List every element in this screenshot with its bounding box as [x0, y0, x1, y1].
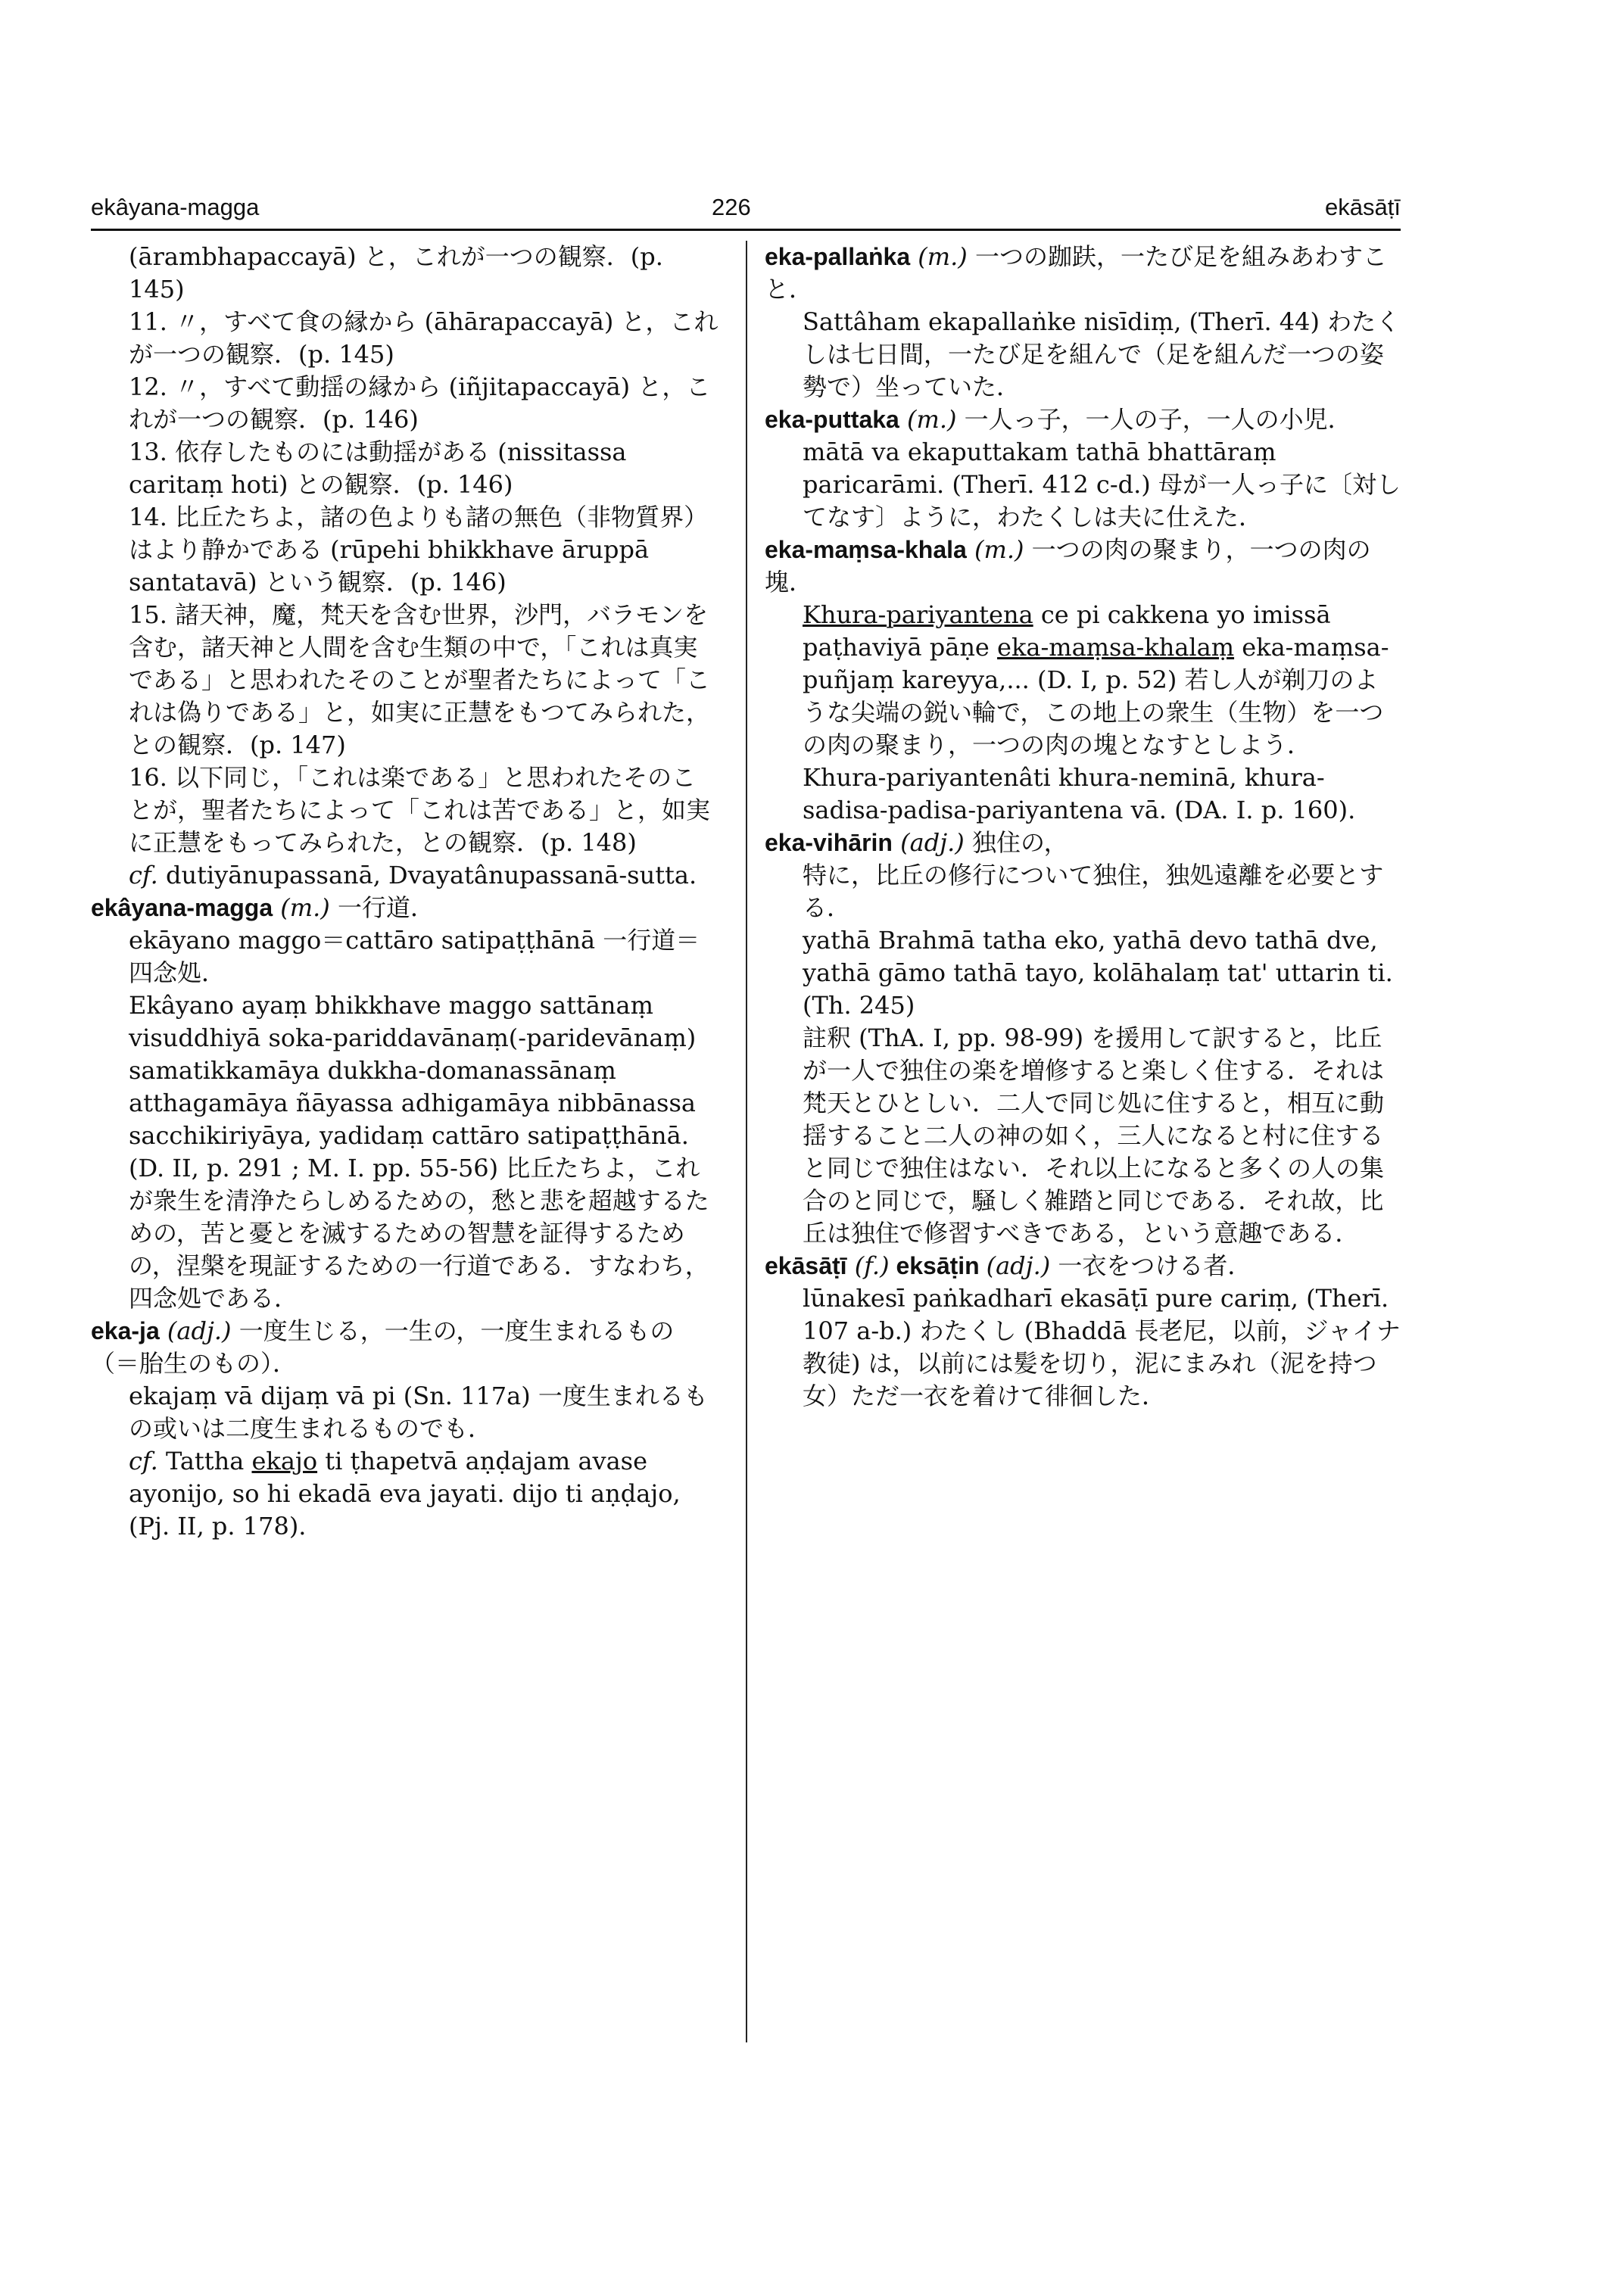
grammar-label: (adj.): [167, 1316, 232, 1345]
entry-text: ekajaṃ vā dijaṃ vā pi (Sn. 117a) 一度生まれるもの或いは二度生まれるものでも．: [129, 1382, 708, 1443]
headword-entry: [765, 827, 1401, 859]
headword-entry: [91, 1315, 719, 1380]
grammar-label: (m.): [918, 242, 968, 271]
headword: eka-puttaka: [765, 406, 899, 433]
running-header: [91, 189, 1401, 227]
headword-entry: [765, 1250, 1401, 1282]
grammar-label: (adj.): [900, 828, 965, 857]
header-left-guide-word: ekâyana-magga: [91, 194, 260, 220]
entry-text: yathā Brahmā tatha eko, yathā devo tathā dve,: [803, 926, 1378, 955]
underlined-term: Khura-pariyantena: [803, 600, 1033, 629]
definition: 一つの跏趺，一たび足を組みあわすこと．: [765, 242, 1387, 304]
entry-text: 15. 諸天神，魔，梵天を含む世界，沙門，バラモンを含む，諸天神と人間を含む生類の中で，「これは真実である」と思われたそのことが聖者たちによって「これは偽りである」と，如実に正慧をもつてみられた，との観察．(p. 147): [129, 600, 711, 759]
entry-text: 16. 以下同じ，「これは楽である」と思われたそのことが，聖者たちによって「これは苦である」と，如実に正慧をもってみられた，との観察．(p. 148): [129, 763, 711, 857]
headword-entry: [91, 892, 719, 924]
headword-entry: [765, 241, 1401, 306]
underlined-term: eka-maṃsa-khalaṃ: [997, 633, 1235, 662]
headword: eka-vihārin: [765, 829, 893, 856]
entry-text-part: eka-maṃsa-puñjaṃ kareyya,... (D. I, p. 52) 若し人が剃刀のような尖端の鋭い輪で，この地上の衆生（生物）を一つの肉の聚まり，一つの肉の塊となすとしよう．: [803, 633, 1389, 759]
entry-text: lūnakesī paṅkadharī ekasāṭī pure cariṃ, (Therī. 107 a-b.) わたくし (Bhaddā 長老尼，以前，ジャイナ教徒) は，以前には髪を切り，泥にまみれ（泥を持つ女）ただ一衣を着けて徘徊した．: [803, 1284, 1401, 1410]
definition: 一つの肉の聚まり，一つの肉の塊．: [765, 535, 1371, 597]
grammar-label: (m.): [907, 405, 957, 434]
entry-text-part: ce pi cakkena yo imissā paṭhaviyā pāṇe: [803, 600, 1331, 662]
cf-label: cf.: [129, 1447, 158, 1475]
definition: 一度生じる，一生の，一度生まれるもの（＝胎生のもの）．: [91, 1316, 675, 1378]
cf-text: Tattha: [157, 1447, 252, 1475]
entry-text: 13. 依存したものには動揺がある (nissitassa caritaṃ hoti) との観察．(p. 146): [129, 438, 627, 499]
headword: ekâyana-magga: [91, 894, 273, 921]
grammar-label: (adj.): [986, 1251, 1051, 1280]
grammar-label: (f.): [854, 1251, 890, 1280]
right-column: [765, 241, 1401, 1413]
entry-text: 11. 〃，すべて食の縁から (āhārapaccayā) と，これが一つの観察．(p. 145): [129, 307, 718, 369]
entry-text: mātā va ekaputtakam tathā bhattāraṃ paricarāmi. (Therī. 412 c-d.) 母が一人っ子に〔対してなす〕ように，わたくしは夫に仕えた．: [803, 438, 1401, 531]
headword-entry: [765, 534, 1401, 599]
headword: ekāsāṭī: [765, 1252, 847, 1279]
cf-text: dutiyānupassanā, Dvayatânupassanā-sutta.: [157, 861, 697, 889]
entry-text: 特に，比丘の修行について独住，独処遠離を必要とする．: [803, 861, 1384, 922]
grammar-label: (m.): [280, 893, 330, 922]
headword-variant: eksāṭin: [889, 1252, 987, 1279]
headword: eka-maṃsa-khala: [765, 536, 967, 563]
entry-text: [765, 599, 1401, 762]
left-column: [91, 241, 719, 1543]
entry-text: ekāyano maggo＝cattāro satipaṭṭhānā 一行道＝四念処．: [129, 926, 700, 987]
column-divider: [746, 241, 747, 2042]
entry-text: 註釈 (ThA. I, pp. 98-99) を援用して訳すると，比丘が一人で独住の楽を増修すると楽しく住する．それは梵天とひとしい．二人で同じ処に住すると，相互に動揺すること二人の神の如く，三人になると村に住すると同じで独住はない．それ以上になると多くの人の集合のと同じで，騒しく雑踏と同じである．それ故，比丘は独住で修習すべきである，という意趣である．: [803, 1023, 1385, 1248]
headword-entry: [765, 403, 1401, 436]
cf-label: cf.: [129, 861, 158, 889]
entry-text: Ekâyano ayaṃ bhikkhave maggo sattānaṃ visuddhiyā soka-pariddavānaṃ(-paridevānaṃ) samatikkamāya dukkha-domanassānaṃ atthagamāya ñāyassa adhigamāya nibbānassa sacchikiriyāya, yadidaṃ cattāro satipaṭṭhānā. (D. II, p. 291 ; M. I. pp. 55-56) 比丘たちよ，これが衆生を清浄たらしめるための，愁と悲を超越するための，苦と憂とを滅するための智慧を証得するための，涅槃を現証するための一行道である．すなわち，四念処である．: [129, 991, 709, 1313]
page-number: 226: [712, 194, 751, 220]
definition: 一衣をつける者．: [1050, 1251, 1252, 1280]
cross-reference: [91, 1445, 719, 1543]
definition: 独住の，: [964, 828, 1068, 857]
definition: 一人っ子，一人の子，一人の小児．: [956, 405, 1352, 434]
entry-text: (ārambhapaccayā) と，これが一つの観察．(p. 145): [129, 242, 663, 304]
headword: eka-pallaṅka: [765, 243, 911, 270]
underlined-term: ekajo: [251, 1447, 318, 1475]
cross-reference: [91, 859, 719, 892]
entry-text: Sattâham ekapallaṅke nisīdiṃ, (Therī. 44) わたくしは七日間，一たび足を組んで（足を組んだ一つの姿勢で）坐っていた．: [803, 307, 1401, 401]
header-rule: [91, 229, 1401, 231]
entry-text: 12. 〃，すべて動揺の縁から (iñjitapaccayā) と，これが一つの観察．(p. 146): [129, 372, 711, 434]
definition: 一行道．: [329, 893, 435, 922]
entry-text: 14. 比丘たちよ，諸の色よりも諸の無色（非物質界）はより静かである (rūpehi bhikkhave āruppā santatavā) という観察．(p. 146): [129, 503, 709, 597]
entry-text: yathā gāmo tathā tayo, kolāhalaṃ tat' uttarin ti. (Th. 245): [803, 958, 1393, 1020]
entry-text: Khura-pariyantenâti khura-neminā, khura- sadisa-padisa-pariyantena vā. (DA. I. p. 160).: [803, 763, 1356, 824]
header-right-guide-word: ekāsāṭī: [1325, 194, 1401, 220]
grammar-label: (m.): [974, 535, 1024, 564]
cf-text: ti ṭhapetvā aṇḍajam avase ayonijo, so hi ekadā eva jayati. dijo ti aṇḍajo, (Pj. II, p. 178).: [129, 1447, 681, 1541]
headword: eka-ja: [91, 1317, 160, 1344]
